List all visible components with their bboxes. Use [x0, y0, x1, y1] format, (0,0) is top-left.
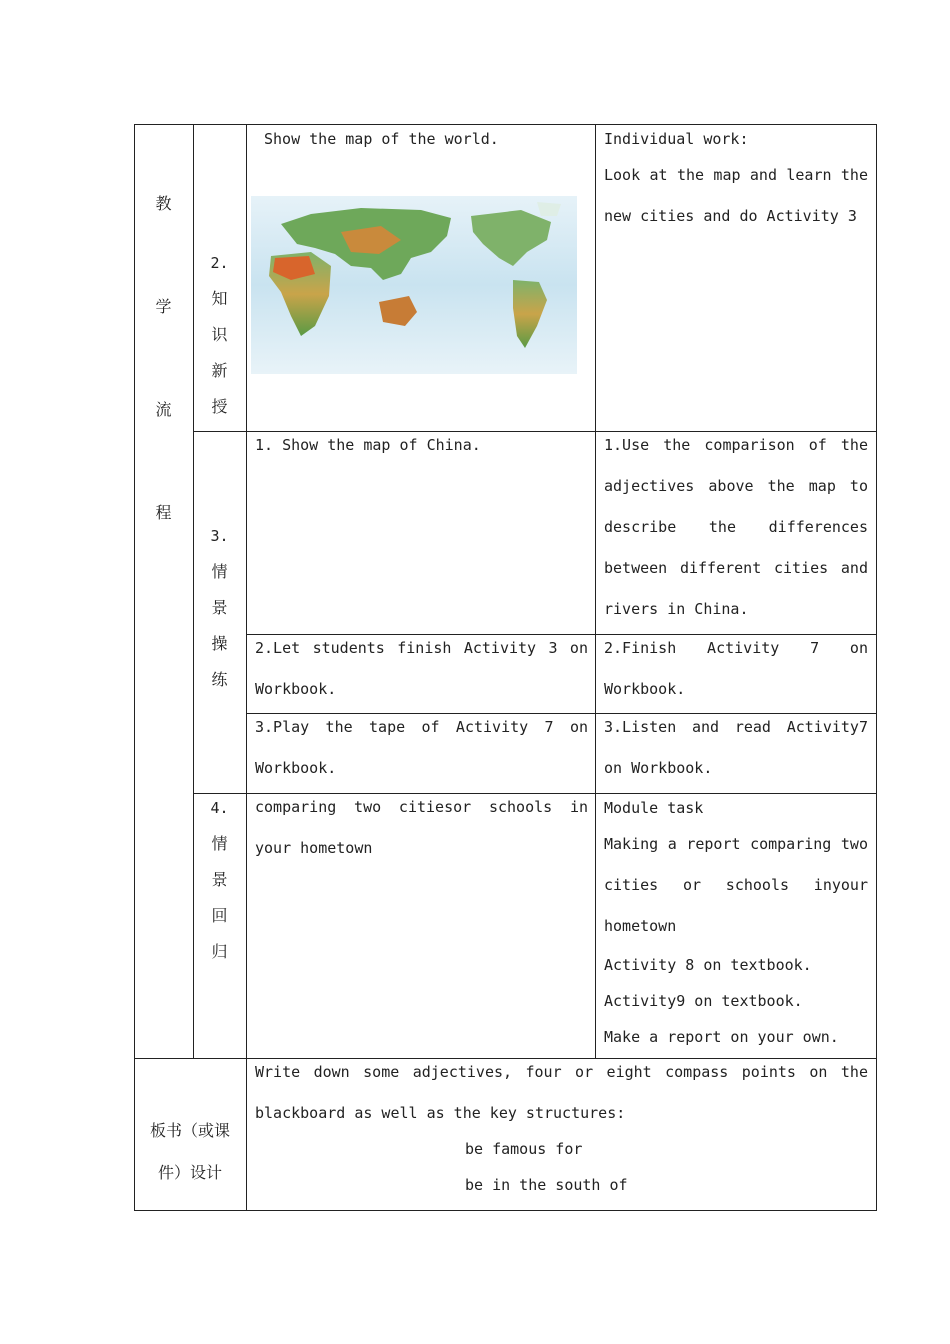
process-label [134, 184, 193, 596]
row1-student-line1: Individual work: [604, 130, 749, 148]
row2-student-cell [604, 425, 868, 630]
row3-teacher-cell [255, 628, 588, 710]
section-char: 景 [211, 598, 228, 617]
section-char: 情 [211, 834, 228, 853]
section-char: 情 [211, 562, 228, 581]
row5-teacher-text: comparing two citiesor schools in your hometown [255, 798, 588, 857]
section-char: 景 [211, 870, 228, 889]
row4-teacher-cell [255, 707, 588, 789]
row2-teacher-cell [255, 425, 589, 466]
divider-col-2 [246, 124, 247, 1211]
section-label-4 [193, 790, 246, 970]
section-char: 授 [211, 397, 228, 416]
row1-student-line2: Look at the map and learn the [604, 166, 868, 184]
row5-student-cell [604, 792, 868, 1055]
row3-student-cell [604, 628, 868, 710]
report-text: Make a report on your own. [604, 1028, 839, 1046]
section-label-2 [193, 245, 246, 425]
row3-teacher-text: 2.Let students finish Activity 3 on Workbook. [255, 639, 588, 698]
structure-1: be famous for [465, 1140, 583, 1158]
section-char: 3. [210, 527, 229, 545]
section-char: 知 [211, 289, 228, 308]
section-char: 2. [210, 254, 229, 272]
row4-student-cell [604, 707, 868, 789]
table-border-right [876, 124, 877, 1211]
row5-teacher-cell [255, 787, 588, 869]
world-map-image [251, 196, 577, 374]
process-char: 流 [155, 400, 172, 419]
board-text-line2: blackboard as well as the key structures: [255, 1104, 626, 1122]
row2-student-text: 1.Use the comparison of the adjectives above the map to describe the differences between different cities and rivers in China. [604, 436, 868, 618]
board-design-cell [255, 1052, 868, 1206]
activity-9-text: Activity9 on textbook. [604, 992, 803, 1010]
process-char: 程 [155, 503, 172, 522]
row3-student-text: 2.Finish Activity 7 on Workbook. [604, 639, 868, 698]
structure-2: be in the south of [465, 1176, 628, 1194]
board-text-line1: Write down some adjectives, four or eight compass points on the [255, 1063, 868, 1081]
module-task-title: Module task [604, 799, 704, 817]
divider-col-3 [595, 124, 596, 1058]
row1-student-cell [604, 124, 868, 236]
section-char: 4. [210, 799, 229, 817]
activity-8-text: Activity 8 on textbook. [604, 956, 812, 974]
row4-teacher-text: 3.Play the tape of Activity 7 on Workbook. [255, 718, 588, 777]
row2-teacher-text: 1. Show the map of China. [255, 436, 481, 454]
section-char: 操 [211, 634, 228, 653]
section-char: 新 [211, 361, 228, 380]
section-char: 练 [211, 670, 228, 689]
row4-student-text: 3.Listen and read Activity7 on Workbook. [604, 718, 868, 777]
board-label-line2: 件）设计 [157, 1163, 222, 1182]
section-label-3 [193, 518, 246, 698]
section-char: 归 [211, 942, 228, 961]
board-design-label [134, 1110, 246, 1194]
module-task-text: Making a report comparing two cities or schools inyour hometown [604, 835, 868, 935]
process-char: 教 [155, 194, 172, 213]
row1-student-line3: new cities and do Activity 3 [604, 207, 857, 225]
row1-teacher-cell [264, 124, 589, 154]
process-char: 学 [155, 297, 172, 316]
row1-teacher-text: Show the map of the world. [264, 130, 499, 148]
board-label-line1: 板书（或课 [149, 1121, 230, 1140]
section-char: 回 [211, 906, 228, 925]
section-char: 识 [211, 325, 228, 344]
